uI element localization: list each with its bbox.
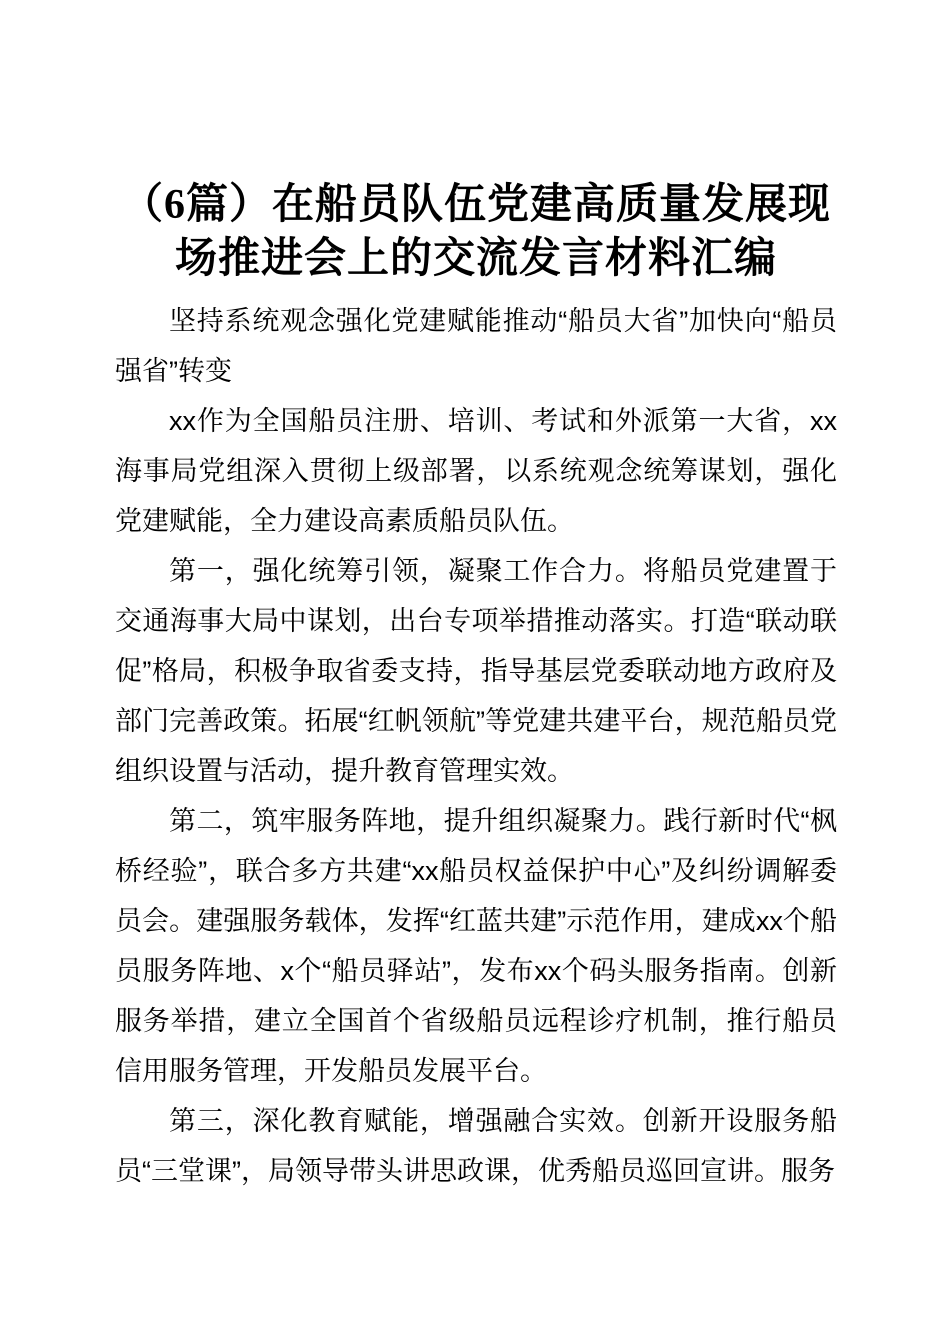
paragraph-intro: xx作为全国船员注册、培训、考试和外派第一大省，xx海事局党组深入贯彻上级部署，以系统观念统筹谋划，强化党建赋能，全力建设高素质船员队伍。 [115, 406, 837, 536]
paragraph-point-3: 第三，深化教育赋能，增强融合实效。创新开设服务船员“三堂课”，局领导带头讲思政课，优秀船员巡回宣讲。服务 [115, 1106, 837, 1186]
paragraph-point-2: 第二，筑牢服务阵地，提升组织凝聚力。践行新时代“枫桥经验”，联合多方共建“xx船员权益保护中心”及纠纷调解委员会。建强服务载体，发挥“红蓝共建”示范作用，建成xx个船员服务阵地、x个“船员驿站”，发布xx个码头服务指南。创新服务举措，建立全国首个省级船员远程诊疗机制，推行船员信用服务管理，开发船员发展平台。 [115, 806, 837, 1086]
document-title: （6篇）在船员队伍党建高质量发展现场推进会上的交流发言材料汇编 [120, 182, 831, 282]
paragraph-point-1: 第一，强化统筹引领，凝聚工作合力。将船员党建置于交通海事大局中谋划，出台专项举措推动落实。打造“联动联促”格局，积极争取省委支持，指导基层党委联动地方政府及部门完善政策。拓展“红帆领航”等党建共建平台，规范船员党组织设置与活动，提升教育管理实效。 [115, 556, 837, 786]
subtitle-paragraph: 坚持系统观念强化党建赋能推动“船员大省”加快向“船员强省”转变 [115, 306, 837, 386]
